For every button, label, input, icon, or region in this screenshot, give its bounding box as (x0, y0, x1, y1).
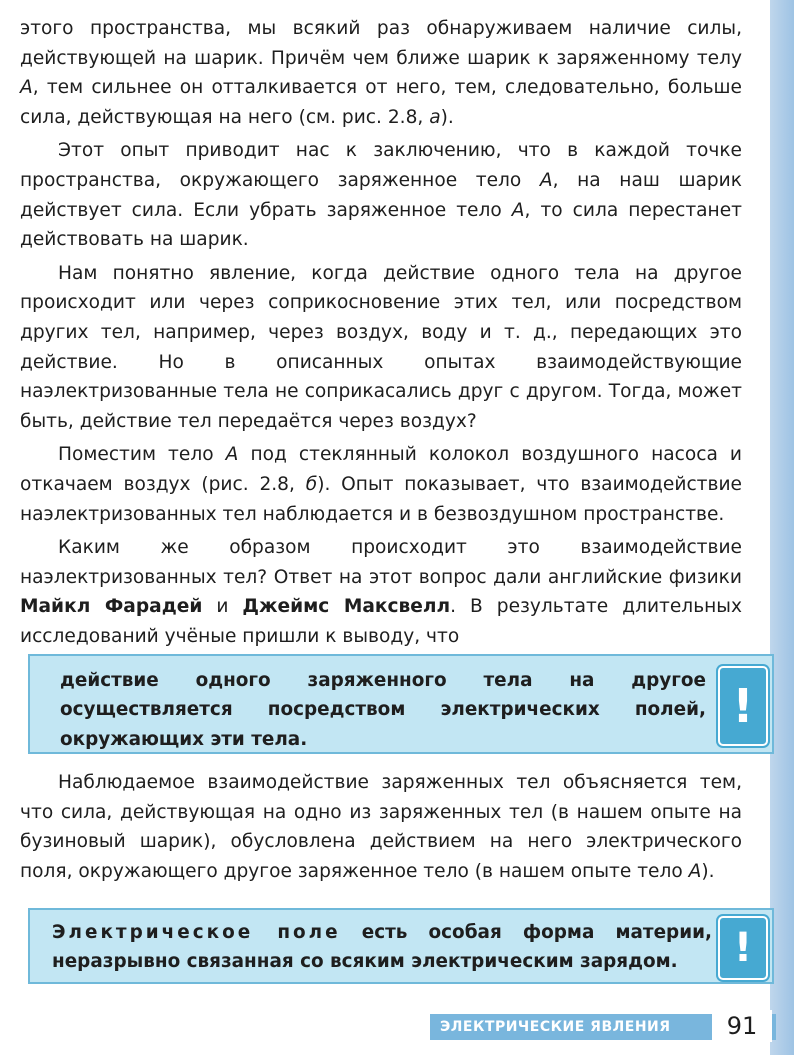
main-text-middle (20, 768, 742, 890)
exclamation-icon: ! (718, 666, 768, 746)
italic-letter: А (688, 860, 702, 882)
paragraph-2 (20, 136, 742, 254)
italic-letter: А (20, 77, 33, 99)
key-statement-box-1 (28, 654, 774, 754)
italic-letter: а (429, 106, 441, 128)
text-run: Наблюдаемое взаимодействие заряженных тел объясняется тем, что сила, действующая на одно из заряженных тел (в нашем опыте на бузиновый шарик), обусловлена действием на него электрического поля, окружающего другое заряженное тело (в нашем опыте тело (20, 772, 742, 882)
definition-text (52, 918, 712, 977)
defined-term: Электрическое поле (52, 922, 341, 943)
text-run: , то сила перестанет действовать на шарик. (20, 199, 742, 251)
paragraph-1 (20, 14, 742, 132)
text-run: , тем сильнее он отталкивается от него, тем, следовательно, больше сила, действующая на него (см. рис. 2.8, (20, 77, 742, 128)
text-run: ). (440, 106, 454, 128)
italic-letter: б (305, 473, 318, 495)
text-run: Каким же образом происходит это взаимодействие наэлектризованных тел? Ответ на этот вопрос дали английские физики (20, 537, 742, 588)
text-run: Поместим тело (58, 444, 226, 466)
paragraph-5 (20, 533, 742, 651)
text-run: этого пространства, мы всякий раз обнаруживаем наличие силы, действующей на шарик. Причём чем ближе шарик к заряженному телу (20, 18, 742, 69)
page-number: 91 (712, 1010, 772, 1042)
page-edge-strip (770, 0, 794, 1055)
physicist-name-maxwell: Джеймс Максвелл (242, 596, 451, 618)
paragraph-3: Нам понятно явление, когда действие одного тела на другое происходит или через соприкосновение этих тел, или посредством других тел, например, через воздух, воду и т. д., передающих это действие. Но в описанных опытах взаимодействующие наэлектризованные тела не соприкасались друг с другом. Тогда, может быть, действие тел передаётся через воздух? (20, 262, 742, 432)
paragraph-6 (20, 768, 742, 886)
section-title: ЭЛЕКТРИЧЕСКИЕ ЯВЛЕНИЯ (440, 1019, 671, 1035)
definition-box (28, 908, 774, 984)
text-run: ). (701, 860, 715, 882)
main-text-top (20, 14, 742, 655)
definition-rest: есть особая форма материи, неразрывно связанная со всяким электрическим зарядом. (52, 922, 712, 973)
exclamation-icon: ! (718, 916, 768, 980)
italic-letter: А (225, 444, 239, 466)
text-run: . В результате длительных исследований учёные пришли к выводу, что (20, 596, 742, 647)
text-run: , на наш шарик действует сила. Если убрать заряженное тело (20, 169, 742, 221)
text-run: под стеклянный колокол воздушного насоса и откачаем воздух (рис. 2.8, (20, 444, 742, 495)
text-run: и (202, 596, 243, 618)
text-run: ). Опыт показывает, что взаимодействие наэлектризованных тел наблюдается и в безвоздушном пространстве. (20, 473, 742, 525)
text-run: Этот опыт приводит нас к заключению, что в каждой точке пространства, окружающего заряженное тело (20, 140, 742, 191)
italic-letter: А (511, 199, 525, 221)
footer-bar (430, 1014, 776, 1040)
paragraph-4 (20, 440, 742, 529)
italic-letter: А (539, 169, 553, 191)
physicist-name-faraday: Майкл Фарадей (20, 596, 203, 618)
key-statement-text: действие одного заряженного тела на другое осуществляется посредством электрических полей, окружающих эти тела. (60, 670, 706, 750)
